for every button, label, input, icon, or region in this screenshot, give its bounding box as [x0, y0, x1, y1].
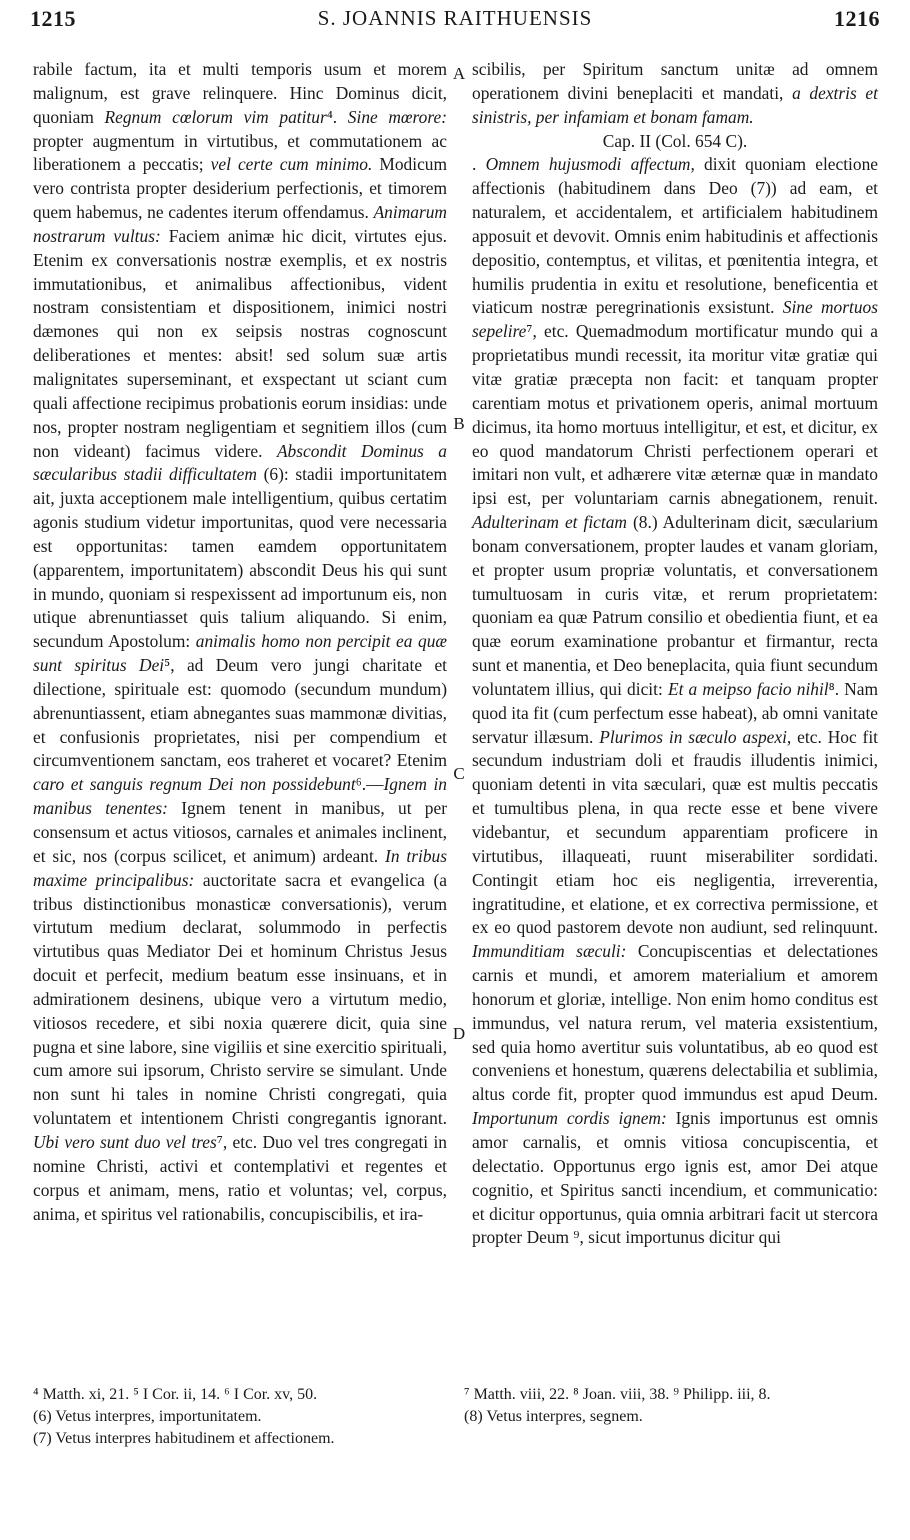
text-run: Modicum vero contrista propter desiderium perfectionis, et timorem quem habemus, ne cadentes iterum offendamus. — [33, 154, 448, 223]
text-run: Faciem animæ hic dicit, virtutes ejus. Etenim ex conversationis nostræ exemplis, et ex nostris immutationibus, et animalibus affectionibus, vident nostram consistentiam et dispositionem, inimici nostri dæmones qui non ex seipsis nostras cognoscunt deliberationes et mentes: absit! sed solum suæ artis malignitates superseminant, et exspectant ut sciant cum quali affectione recipimus probationis eorum insidias: unde nos, propter nostram negligentiam et segnitiem illos (cum non videant) facimus videre. — [33, 225, 447, 461]
text-run: scibilis, per Spiritum sanctum unitæ ad omnem operationem divini beneplaciti et mandati, — [472, 59, 878, 103]
text-run: (8.) Adulterinam dicit, sæcularium bonam conversationem, propter laudes et vanam gloriam, et propter usum propriæ voluntatis, et conversationem tumultuosam in curis vitæ, et rerum proprietatem: quoniam ea quæ Patrum consilio et obedientia fiunt, et ea quæ eorum examinatione probantur et firmantur, recta sunt et manentia, et Deo beneplacita, quia fiunt secundum voluntatem illius, qui dicit: — [472, 512, 878, 699]
text-run: ⁶.— — [355, 774, 384, 795]
footnote-line: ⁷ Matth. viii, 22. ⁸ Joan. viii, 38. ⁹ Philipp. iii, 8. — [464, 1386, 771, 1403]
left-page-number: 1215 — [30, 6, 76, 31]
italic-run: Regnum cœlorum vim patitur — [104, 106, 327, 127]
italic-run: Omnem hujusmodi affectum, — [485, 154, 695, 175]
page-header — [30, 6, 880, 40]
right-column — [472, 58, 878, 1250]
right-column-text-a — [472, 58, 878, 130]
footnote-line: (7) Vetus interpres habitudinem et affectionem. — [33, 1430, 335, 1447]
italic-run: In tribus maxime principalibus: — [33, 845, 447, 890]
text-run: etc. Hoc fit secundum industriam doli et fraudis illudentis inimici, quoniam detenti in vita sæculari, quæ est multis peccatis et tumultibus plena, in qua recte esse et bene vivere videbantur, et secundum apparentiam proficere in virtutibus, illaqueati, ruunt miserabiliter sordidati. Contingit etiam hoc eis negligentia, irreverentia, ingratitudine, et elatione, et ex correctiva permissione, et ex eo quod pastorem devote non audiunt, sed relinquunt. — [472, 726, 879, 938]
footnote-line: ⁴ Matth. xi, 21. ⁵ I Cor. ii, 14. ⁶ I Cor. xv, 50. — [33, 1386, 318, 1403]
left-column — [33, 58, 447, 1226]
footnotes-right — [464, 1384, 884, 1428]
right-column-text-b — [472, 153, 878, 1250]
italic-run: Animarum nostrarum vultus: — [33, 202, 447, 246]
italic-run: Adulterinam et fictam — [472, 512, 627, 533]
text-run: ⁸. Nam quod ita fit (cum perfectum esse habeat), ab omni vanitate servatur illæsum. — [472, 678, 879, 747]
margin-letter-a: A — [452, 64, 466, 83]
text-run: . — [472, 154, 486, 175]
text-run: dixit quoniam electione affectionis (habitudinem dans Deo (7)) ad eam, et naturalem, et accidentalem, et artificialem habitudinem apposuit et devovit. Omnis enim habitudinis et affectionis depositio, contemptus, et vilitas, et pœnitentia integra, et humilis prudentia in exitu et resolutione, beneficentia et viaticum nostræ peregrinationis exsistunt. — [472, 154, 878, 318]
margin-letter-d: D — [452, 1024, 466, 1043]
italic-run: Importunum cordis ignem: — [472, 1108, 667, 1129]
italic-run: Plurimos in sæculo aspexi, — [599, 726, 792, 747]
footnote-line: (6) Vetus interpres, importunitatem. — [33, 1408, 262, 1425]
italic-run: caro et sanguis regnum Dei non possidebunt — [33, 774, 356, 795]
text-run: auctoritate sacra et evangelica (a tribus distinctionibus monasticæ conversationis), verum virtutum medium declarat, solummodo in perfectis virtutibus quas Mediator Dei et hominum Christus Jesus docuit et perfecit, medium beatum esse insinuans, et in admirationem desinens, ubique vero a virtutum medio, vitiosos recedere, et sibi noxia quærere dicit, quia sine pugna et sine labore, sine vigiliis et sine exercitio spirituali, cum amore sui ipsorum, Christo servire se simulant. Unde non sunt hi tales in nomine Christi congregati, quia voluntatem et intentionem Christi congregantis ignorant. — [33, 869, 447, 1129]
margin-letters — [447, 58, 471, 1158]
text-run: Concupiscentias et delectationes carnis et mundi, et amorem materialium et amorem honorum et gloriæ, intellige. Non enim homo conditus est immundus, vel natura rerum, vel materia exsistentium, sed quia homo avertitur suis voluntatibus, ab eo quod est conveniens et honestum, quærens delectabilia et sublimia, altus corde fit, propter quod immundus est apud Deum. — [472, 941, 878, 1105]
margin-letter-c: C — [453, 764, 465, 783]
footnotes-left — [33, 1384, 451, 1450]
text-run: ⁷, etc. Duo vel tres congregati in nomine Christi, activi et contemplativi et regentes et corpus et animam, mens, ratio et voluntas; vel, corpus, anima, et spiritus vel rationabilis, concupiscibilis, et ira- — [33, 1131, 447, 1224]
italic-run: Ubi vero sunt duo vel tres — [33, 1131, 217, 1152]
text-run: rabile factum, ita et multi temporis usum et morem malignum, est grave relinquere. Hinc Dominus dicit, quoniam — [33, 59, 447, 127]
italic-run: Sine mœrore: — [347, 106, 447, 127]
left-column-text — [33, 58, 447, 1226]
italic-run: a dextris et sinistris, per infamiam et bonam famam. — [472, 82, 878, 127]
running-title: S. JOANNIS RAITHUENSIS — [317, 6, 593, 30]
italic-run: Immunditiam sæculi: — [472, 941, 627, 962]
italic-run: vel certe cum minimo. — [210, 154, 373, 175]
text-run: Ignem tenent in manibus, ut per consensum et actus vitiosos, carnales et animales inclinent, et sic, nos (corpus scilicet, et animum) ardeant. — [33, 798, 448, 866]
footnote-line: (8) Vetus interpres, segnem. — [464, 1408, 643, 1425]
text-run: Ignis importunus est omnis amor carnalis, et omnis vitiosa concupiscentia, et delectatio. Opportunus ergo ignis est, amor Dei atque cognitio, et Spiritus sancti incendium, et communicatio: et dicitur opportunus, quia omnia arbitrari facit ut stercora propter Deum ⁹, sicut importunus dicitur qui — [472, 1108, 878, 1248]
text-run: ⁷, etc. Quemadmodum mortificatur mundo qui a proprietatibus mundi recessit, ita moritur vitæ gratiæ qui vitæ gratiæ præcepta non facit: et tanquam propter carentiam motus et privationem operis, animal mortuum dicimus, ita homo mortuus intelligitur, et est, et dicitur, ex eo quod mandatorum Christi perfectionem operari et imitari non vult, et adhærere vitæ æternæ quæ in mandato ipsi est, per voluntariam carnis abnegationem, renuit. — [472, 321, 878, 509]
text-run: ⁴. — [326, 106, 348, 127]
chapter-heading: Cap. II (Col. 654 C). — [602, 130, 748, 151]
italic-run: Ignem in manibus tenentes: — [33, 774, 447, 819]
text-run: propter augmentum in virtutibus, et commutationem ac liberationem a peccatis; — [33, 130, 447, 175]
italic-run: Abscondit Dominus a sæcularibus stadii difficultatem — [33, 440, 447, 485]
text-run: (6): stadii importunitatem ait, juxta acceptionem male intelligentium, quibus certatim agonis studium videtur importunitas, quod vere necessaria est opportunitas: tamen eamdem opportunitatem (apparentem, importunitatem) abscondit Deus his qui sunt in mundo, quoniam si respexissent ad importunum eis, non utique abrenuntiasset quis talium aliquando. Si enim, secundum Apostolum: — [33, 464, 447, 652]
italic-run: Sine mortuos sepelire — [472, 297, 878, 342]
right-page-number: 1216 — [834, 6, 880, 31]
italic-run: Et a meipso facio nihil — [667, 678, 829, 699]
text-run: ⁵, ad Deum vero jungi charitate et dilectione, spirituale est: quomodo (secundum mundum) abrenuntiassent, etiam abnegantes suas mammonæ divitias, et confusionis proprietates, nisi per compendium et circumventionem sanctam, eos traheret et vocaret? Etenim — [33, 655, 448, 771]
italic-run: animalis homo non percipit ea quæ sunt spiritus Dei — [33, 631, 447, 676]
margin-letter-b: B — [453, 414, 465, 433]
